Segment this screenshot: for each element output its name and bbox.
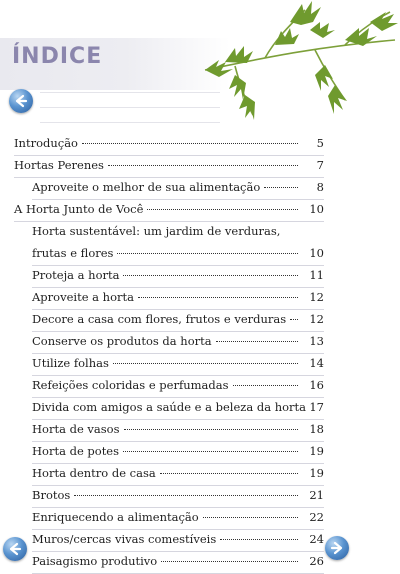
toc-entry-page-number: 11	[309, 268, 324, 282]
row-divider	[32, 287, 324, 288]
dot-leader	[113, 363, 298, 364]
toc-entry[interactable]	[14, 158, 324, 176]
toc-entry-title: Decore a casa com flores, frutos e verduras	[32, 312, 287, 326]
row-divider	[32, 463, 324, 464]
toc-entry-title: Paisagismo produtivo	[32, 554, 158, 568]
toc-entry[interactable]	[32, 334, 324, 352]
toc-entry[interactable]	[32, 312, 324, 330]
row-divider	[32, 507, 324, 508]
arrow-right-icon	[330, 541, 344, 555]
row-divider	[32, 485, 324, 486]
dot-leader	[160, 473, 298, 474]
toc-entry[interactable]	[32, 356, 324, 374]
dot-leader	[108, 165, 298, 166]
row-divider	[32, 309, 324, 310]
toc-entry-title: Hortas Perenes	[14, 158, 104, 172]
toc-entry-title: Divida com amigos a saúde e a beleza da horta	[32, 400, 307, 414]
toc-entry-page-number: 8	[316, 180, 324, 194]
toc-entry-title: Muros/cercas vivas comestíveis	[32, 532, 217, 546]
row-divider	[14, 177, 324, 178]
toc-entry-title: Brotos	[32, 488, 71, 502]
toc-entry-page-number: 12	[309, 290, 324, 304]
toc-entry[interactable]	[32, 290, 324, 308]
parsley-sprig-illustration	[195, 0, 400, 125]
toc-entry-title: Utilize folhas	[32, 356, 109, 370]
toc-entry-page-number: 5	[316, 136, 324, 150]
previous-page-button[interactable]	[9, 89, 33, 113]
row-divider	[14, 221, 324, 222]
row-divider	[32, 529, 324, 530]
page-title: ÍNDICE	[12, 44, 103, 69]
row-divider	[32, 551, 324, 552]
arrow-left-icon	[8, 542, 22, 556]
toc-entry-title: Conserve os produtos da horta	[32, 334, 212, 348]
dot-leader	[138, 297, 298, 298]
row-divider	[32, 397, 324, 398]
row-divider	[32, 331, 324, 332]
toc-entry-title: Enriquecendo a alimentação	[32, 510, 199, 524]
toc-entry[interactable]	[32, 224, 324, 242]
toc-entry-page-number: 26	[309, 554, 324, 568]
dot-leader	[123, 451, 298, 452]
toc-entry[interactable]	[14, 202, 324, 220]
toc-entry-page-number: 19	[309, 466, 324, 480]
row-divider	[32, 375, 324, 376]
toc-entry-title: Horta dentro de casa	[32, 466, 156, 480]
row-divider	[32, 199, 324, 200]
toc-entry[interactable]	[32, 466, 324, 484]
toc-entry-page-number: 10	[309, 246, 324, 260]
toc-entry-title: A Horta Junto de Você	[14, 202, 144, 216]
toc-entry[interactable]	[32, 554, 324, 572]
row-divider	[14, 155, 324, 156]
toc-entry-page-number: 17	[309, 400, 324, 414]
arrow-left-icon	[14, 94, 28, 108]
dot-leader	[82, 143, 298, 144]
toc-entry[interactable]	[32, 378, 324, 396]
toc-entry-title: Aproveite o melhor de sua alimentação	[32, 180, 261, 194]
toc-entry[interactable]	[32, 422, 324, 440]
toc-entry-page-number: 10	[309, 202, 324, 216]
toc-entry-title: frutas e flores	[32, 246, 114, 260]
toc-entry[interactable]	[32, 268, 324, 286]
dot-leader	[264, 187, 298, 188]
toc-entry[interactable]	[32, 532, 324, 550]
toc-entry[interactable]	[14, 136, 324, 154]
previous-page-button-bottom[interactable]	[3, 537, 27, 561]
row-divider	[32, 419, 324, 420]
decorative-lines	[40, 92, 220, 137]
toc-entry[interactable]	[32, 510, 324, 528]
row-divider	[32, 441, 324, 442]
toc-entry-page-number: 16	[309, 378, 324, 392]
toc-entry-title: Horta de vasos	[32, 422, 120, 436]
toc-entry-title: Introdução	[14, 136, 78, 150]
toc-entry-page-number: 19	[309, 444, 324, 458]
toc-entry-title: Horta sustentável: um jardim de verduras,	[32, 224, 281, 238]
dot-leader	[203, 517, 298, 518]
toc-entry-page-number: 21	[309, 488, 324, 502]
dot-leader	[74, 495, 298, 496]
row-divider	[32, 265, 324, 266]
next-page-button[interactable]	[325, 536, 349, 560]
toc-entry-title: Refeições coloridas e perfumadas	[32, 378, 229, 392]
dot-leader	[161, 561, 298, 562]
dot-leader	[290, 319, 298, 320]
toc-entry[interactable]	[32, 180, 324, 198]
dot-leader	[220, 539, 298, 540]
toc-entry-title: Horta de potes	[32, 444, 120, 458]
toc-entry-page-number: 22	[309, 510, 324, 524]
dot-leader	[216, 341, 298, 342]
toc-entry[interactable]	[32, 488, 324, 506]
toc-entry-title: Proteja a horta	[32, 268, 120, 282]
toc-entry-page-number: 12	[309, 312, 324, 326]
dot-leader	[123, 275, 298, 276]
dot-leader	[147, 209, 298, 210]
toc-entry-page-number: 13	[309, 334, 324, 348]
toc-entry-page-number: 18	[309, 422, 324, 436]
toc-entry[interactable]	[32, 246, 324, 264]
toc-entry-page-number: 24	[309, 532, 324, 546]
dot-leader	[124, 429, 299, 430]
dot-leader	[233, 385, 298, 386]
toc-entry-page-number: 14	[309, 356, 324, 370]
dot-leader	[117, 253, 298, 254]
row-divider	[32, 353, 324, 354]
toc-entry[interactable]	[32, 444, 324, 462]
toc-entry-title: Aproveite a horta	[32, 290, 134, 304]
toc-entry-page-number: 7	[316, 158, 324, 172]
toc-entry[interactable]	[32, 400, 324, 418]
